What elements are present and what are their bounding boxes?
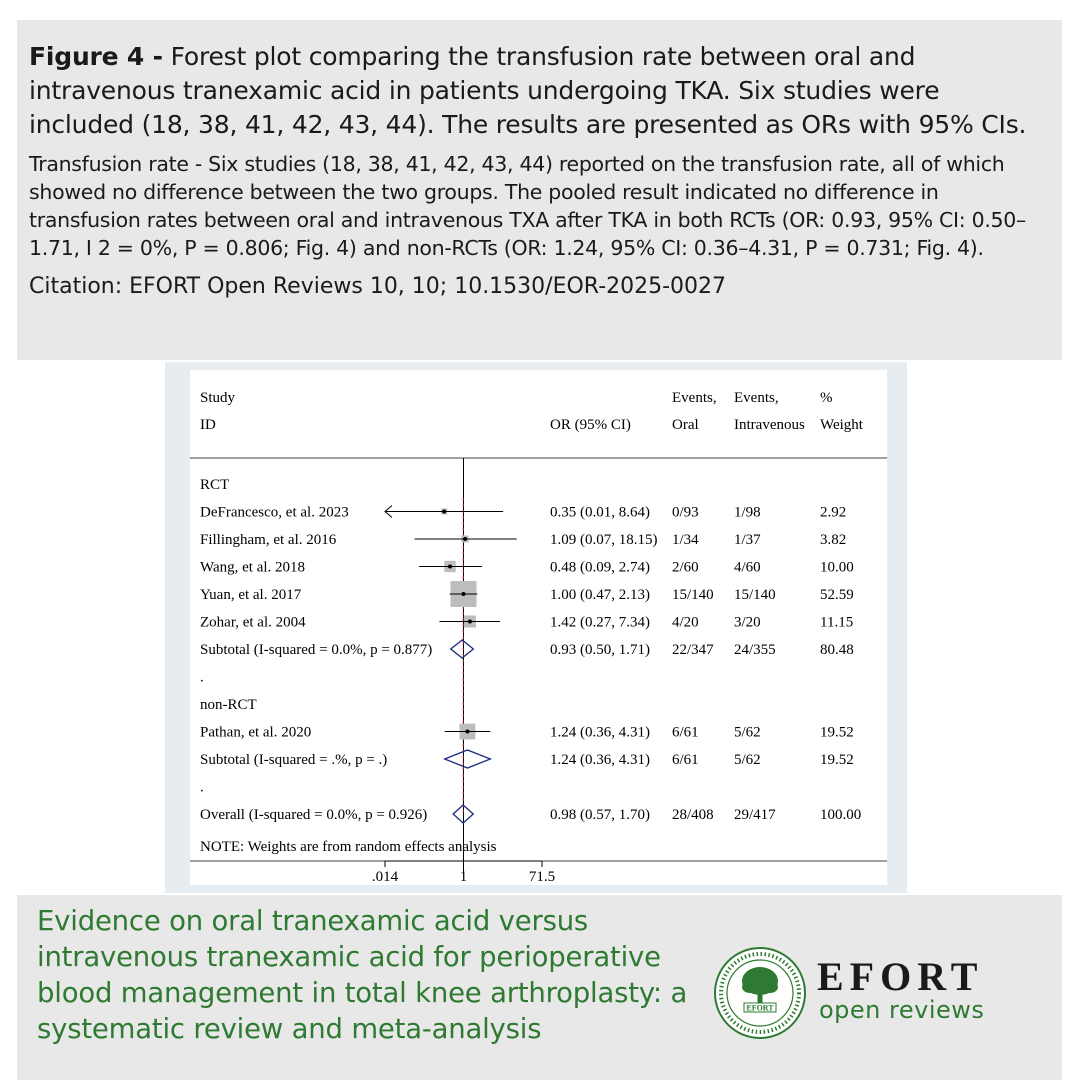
weight-value: 52.59 <box>820 587 854 603</box>
events-oral-value: 0/93 <box>672 504 699 521</box>
events-iv-value: 4/60 <box>734 559 761 576</box>
study-label: Wang, et al. 2018 <box>200 559 306 576</box>
forest-plot <box>190 370 887 885</box>
point-estimate <box>442 510 446 514</box>
separator-dot: . <box>200 669 204 686</box>
events-iv-value: 24/355 <box>734 642 776 658</box>
events-oral-value: 22/347 <box>672 642 714 658</box>
point-estimate <box>461 592 465 596</box>
figure-title <box>29 40 1050 142</box>
or-ci-value: 1.00 (0.47, 2.13) <box>550 587 650 603</box>
citation: Citation: EFORT Open Reviews 10, 10; 10.1530/EOR-2025-0027 <box>29 274 727 299</box>
header-weight-sub: Weight <box>820 417 863 433</box>
or-ci-value: 0.48 (0.09, 2.74) <box>550 559 650 576</box>
events-oral-value: 6/61 <box>672 752 699 768</box>
brand-name: EFORT <box>817 954 984 999</box>
brand-subtitle: open reviews <box>819 996 985 1024</box>
events-iv-value: 29/417 <box>734 807 776 823</box>
events-oral-value: 15/140 <box>672 587 714 603</box>
x-tick-label: 1 <box>459 869 468 885</box>
separator-dot: . <box>200 779 204 796</box>
or-ci-value: 1.24 (0.36, 4.31) <box>550 752 650 768</box>
weights-note: NOTE: Weights are from random effects analysis <box>200 839 497 855</box>
or-ci-value: 0.98 (0.57, 1.70) <box>550 807 650 823</box>
subtotal-label: Subtotal (I-squared = 0.0%, p = 0.877) <box>200 642 433 658</box>
header-weight: % <box>820 390 833 406</box>
events-iv-value: 1/37 <box>734 532 761 548</box>
weight-value: 11.15 <box>820 614 854 631</box>
pooled-diamond <box>445 750 491 768</box>
or-ci-value: 1.09 (0.07, 18.15) <box>550 532 658 548</box>
subtotal-label: Subtotal (I-squared = .%, p = .) <box>200 752 388 768</box>
weight-value: 2.92 <box>820 504 847 521</box>
point-estimate <box>465 730 469 734</box>
figure-label: Figure 4 - <box>29 42 163 71</box>
weight-value: 100.00 <box>820 807 862 823</box>
events-oral-value: 2/60 <box>672 559 699 576</box>
x-tick-label: 71.5 <box>528 869 556 885</box>
or-ci-value: 1.42 (0.27, 7.34) <box>550 614 650 631</box>
events-iv-value: 3/20 <box>734 614 761 631</box>
header-events-iv: Events, <box>734 390 779 406</box>
x-tick-label: .014 <box>371 869 399 885</box>
weight-value: 19.52 <box>820 724 854 741</box>
or-ci-value: 0.35 (0.01, 8.64) <box>550 504 650 521</box>
point-estimate <box>468 620 472 624</box>
header-or: OR (95% CI) <box>550 417 631 433</box>
header-events-iv-sub: Intravenous <box>734 417 805 433</box>
figure-description: Transfusion rate - Six studies (18, 38, 41, 42, 43, 44) reported on the transfusion rate, all of which showed no difference between the two groups. The pooled result indicated no difference in transfusion rates between oral and intravenous TXA after TKA in both RCTs (OR: 0.93, 95% CI: 0.50–1.71, I 2 = 0%, P = 0.806; Fig. 4) and non-RCTs (OR: 1.24, 95% CI: 0.36–4.31, P = 0.731; Fig. 4). <box>29 152 1026 260</box>
events-oral-value: 28/408 <box>672 807 714 823</box>
group-label: RCT <box>200 477 230 493</box>
events-iv-value: 15/140 <box>734 587 776 603</box>
study-label: Yuan, et al. 2017 <box>200 587 302 603</box>
weight-value: 3.82 <box>820 532 847 548</box>
events-iv-value: 1/98 <box>734 504 761 521</box>
efort-seal-logo <box>712 945 808 1041</box>
figure-caption-text: Forest plot comparing the transfusion rate between oral and intravenous tranexamic acid in patients undergoing TKA. Six studies were included (18, 38, 41, 42, 43, 44). The results are presented as ORs with 95% CIs. <box>29 42 1027 139</box>
seal-label: EFORT <box>746 1003 774 1013</box>
study-label: Zohar, et al. 2004 <box>200 614 306 631</box>
events-iv-value: 5/62 <box>734 724 761 741</box>
header-events-oral-sub: Oral <box>672 417 699 433</box>
events-oral-value: 4/20 <box>672 614 699 631</box>
pooled-diamond <box>451 640 474 658</box>
or-ci-value: 1.24 (0.36, 4.31) <box>550 724 650 741</box>
point-estimate <box>463 537 467 541</box>
header-id: ID <box>200 417 216 433</box>
point-estimate <box>448 565 452 569</box>
brand-logo <box>817 954 985 1024</box>
study-label: Fillingham, et al. 2016 <box>200 532 337 548</box>
article-title: Evidence on oral tranexamic acid versus intravenous tranexamic acid for perioperative blood management in total knee arthroplasty: a systematic review and meta-analysis <box>37 905 688 1045</box>
events-oral-value: 1/34 <box>672 532 699 548</box>
caption-panel <box>17 20 1062 360</box>
footer-panel <box>17 895 1062 1080</box>
header-study: Study <box>200 390 236 406</box>
weight-value: 10.00 <box>820 559 854 576</box>
or-ci-value: 0.93 (0.50, 1.71) <box>550 642 650 658</box>
study-label: Pathan, et al. 2020 <box>200 724 312 741</box>
header-events-oral: Events, <box>672 390 717 406</box>
overall-label: Overall (I-squared = 0.0%, p = 0.926) <box>200 807 428 823</box>
group-label: non-RCT <box>200 697 257 713</box>
weight-value: 19.52 <box>820 752 854 768</box>
events-oral-value: 6/61 <box>672 724 699 741</box>
weight-value: 80.48 <box>820 642 854 658</box>
study-label: DeFrancesco, et al. 2023 <box>200 504 349 521</box>
events-iv-value: 5/62 <box>734 752 761 768</box>
